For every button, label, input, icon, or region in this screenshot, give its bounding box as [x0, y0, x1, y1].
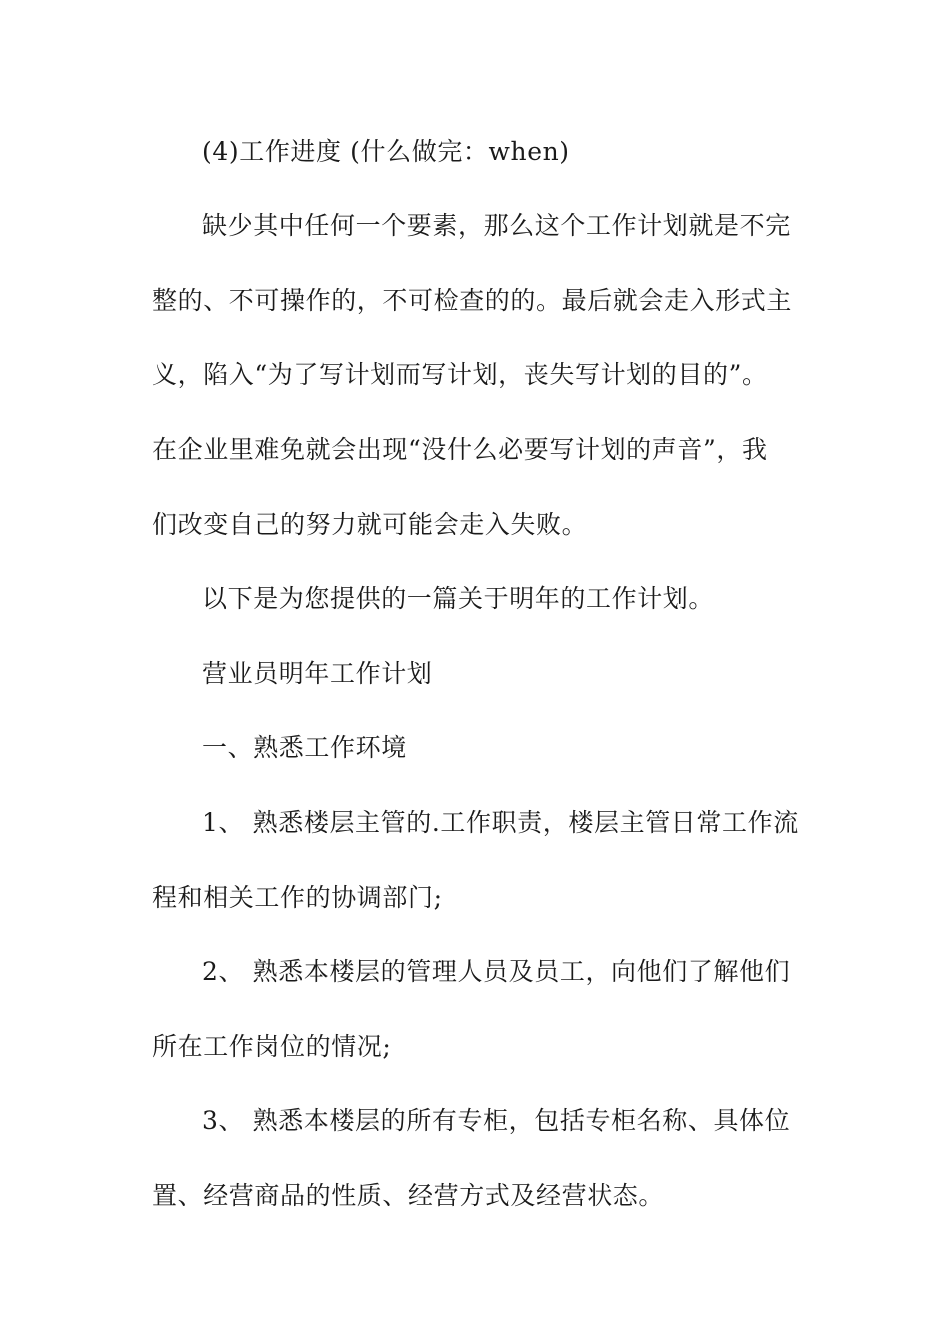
- paragraph-line: (4)工作进度 (什么做完：when): [202, 137, 570, 166]
- list-item-continuation: 所在工作岗位的情况;: [152, 1032, 392, 1061]
- paragraph-line: 整的、不可操作的，不可检查的的。最后就会走入形式主: [152, 286, 793, 315]
- list-item-continuation: 置、经营商品的性质、经营方式及经营状态。: [152, 1181, 665, 1210]
- paragraph-line: 以下是为您提供的一篇关于明年的工作计划。: [202, 584, 715, 613]
- paragraph-line: 缺少其中任何一个要素，那么这个工作计划就是不完: [202, 211, 791, 240]
- list-item-continuation: 程和相关工作的协调部门;: [152, 883, 443, 912]
- section-heading: 一、熟悉工作环境: [202, 733, 407, 762]
- paragraph-line: 在企业里难免就会出现“没什么必要写计划的声音”，我: [152, 435, 768, 464]
- list-item: 2、 熟悉本楼层的管理人员及员工，向他们了解他们: [202, 957, 791, 986]
- list-item: 3、 熟悉本楼层的所有专柜，包括专柜名称、具体位: [202, 1106, 791, 1135]
- paragraph-line: 义，陷入“为了写计划而写计划，丧失写计划的目的”。: [152, 360, 768, 389]
- section-title: 营业员明年工作计划: [202, 659, 433, 688]
- list-item: 1、 熟悉楼层主管的.工作职责，楼层主管日常工作流: [202, 808, 799, 837]
- paragraph-line: 们改变自己的努力就可能会走入失败。: [152, 510, 588, 539]
